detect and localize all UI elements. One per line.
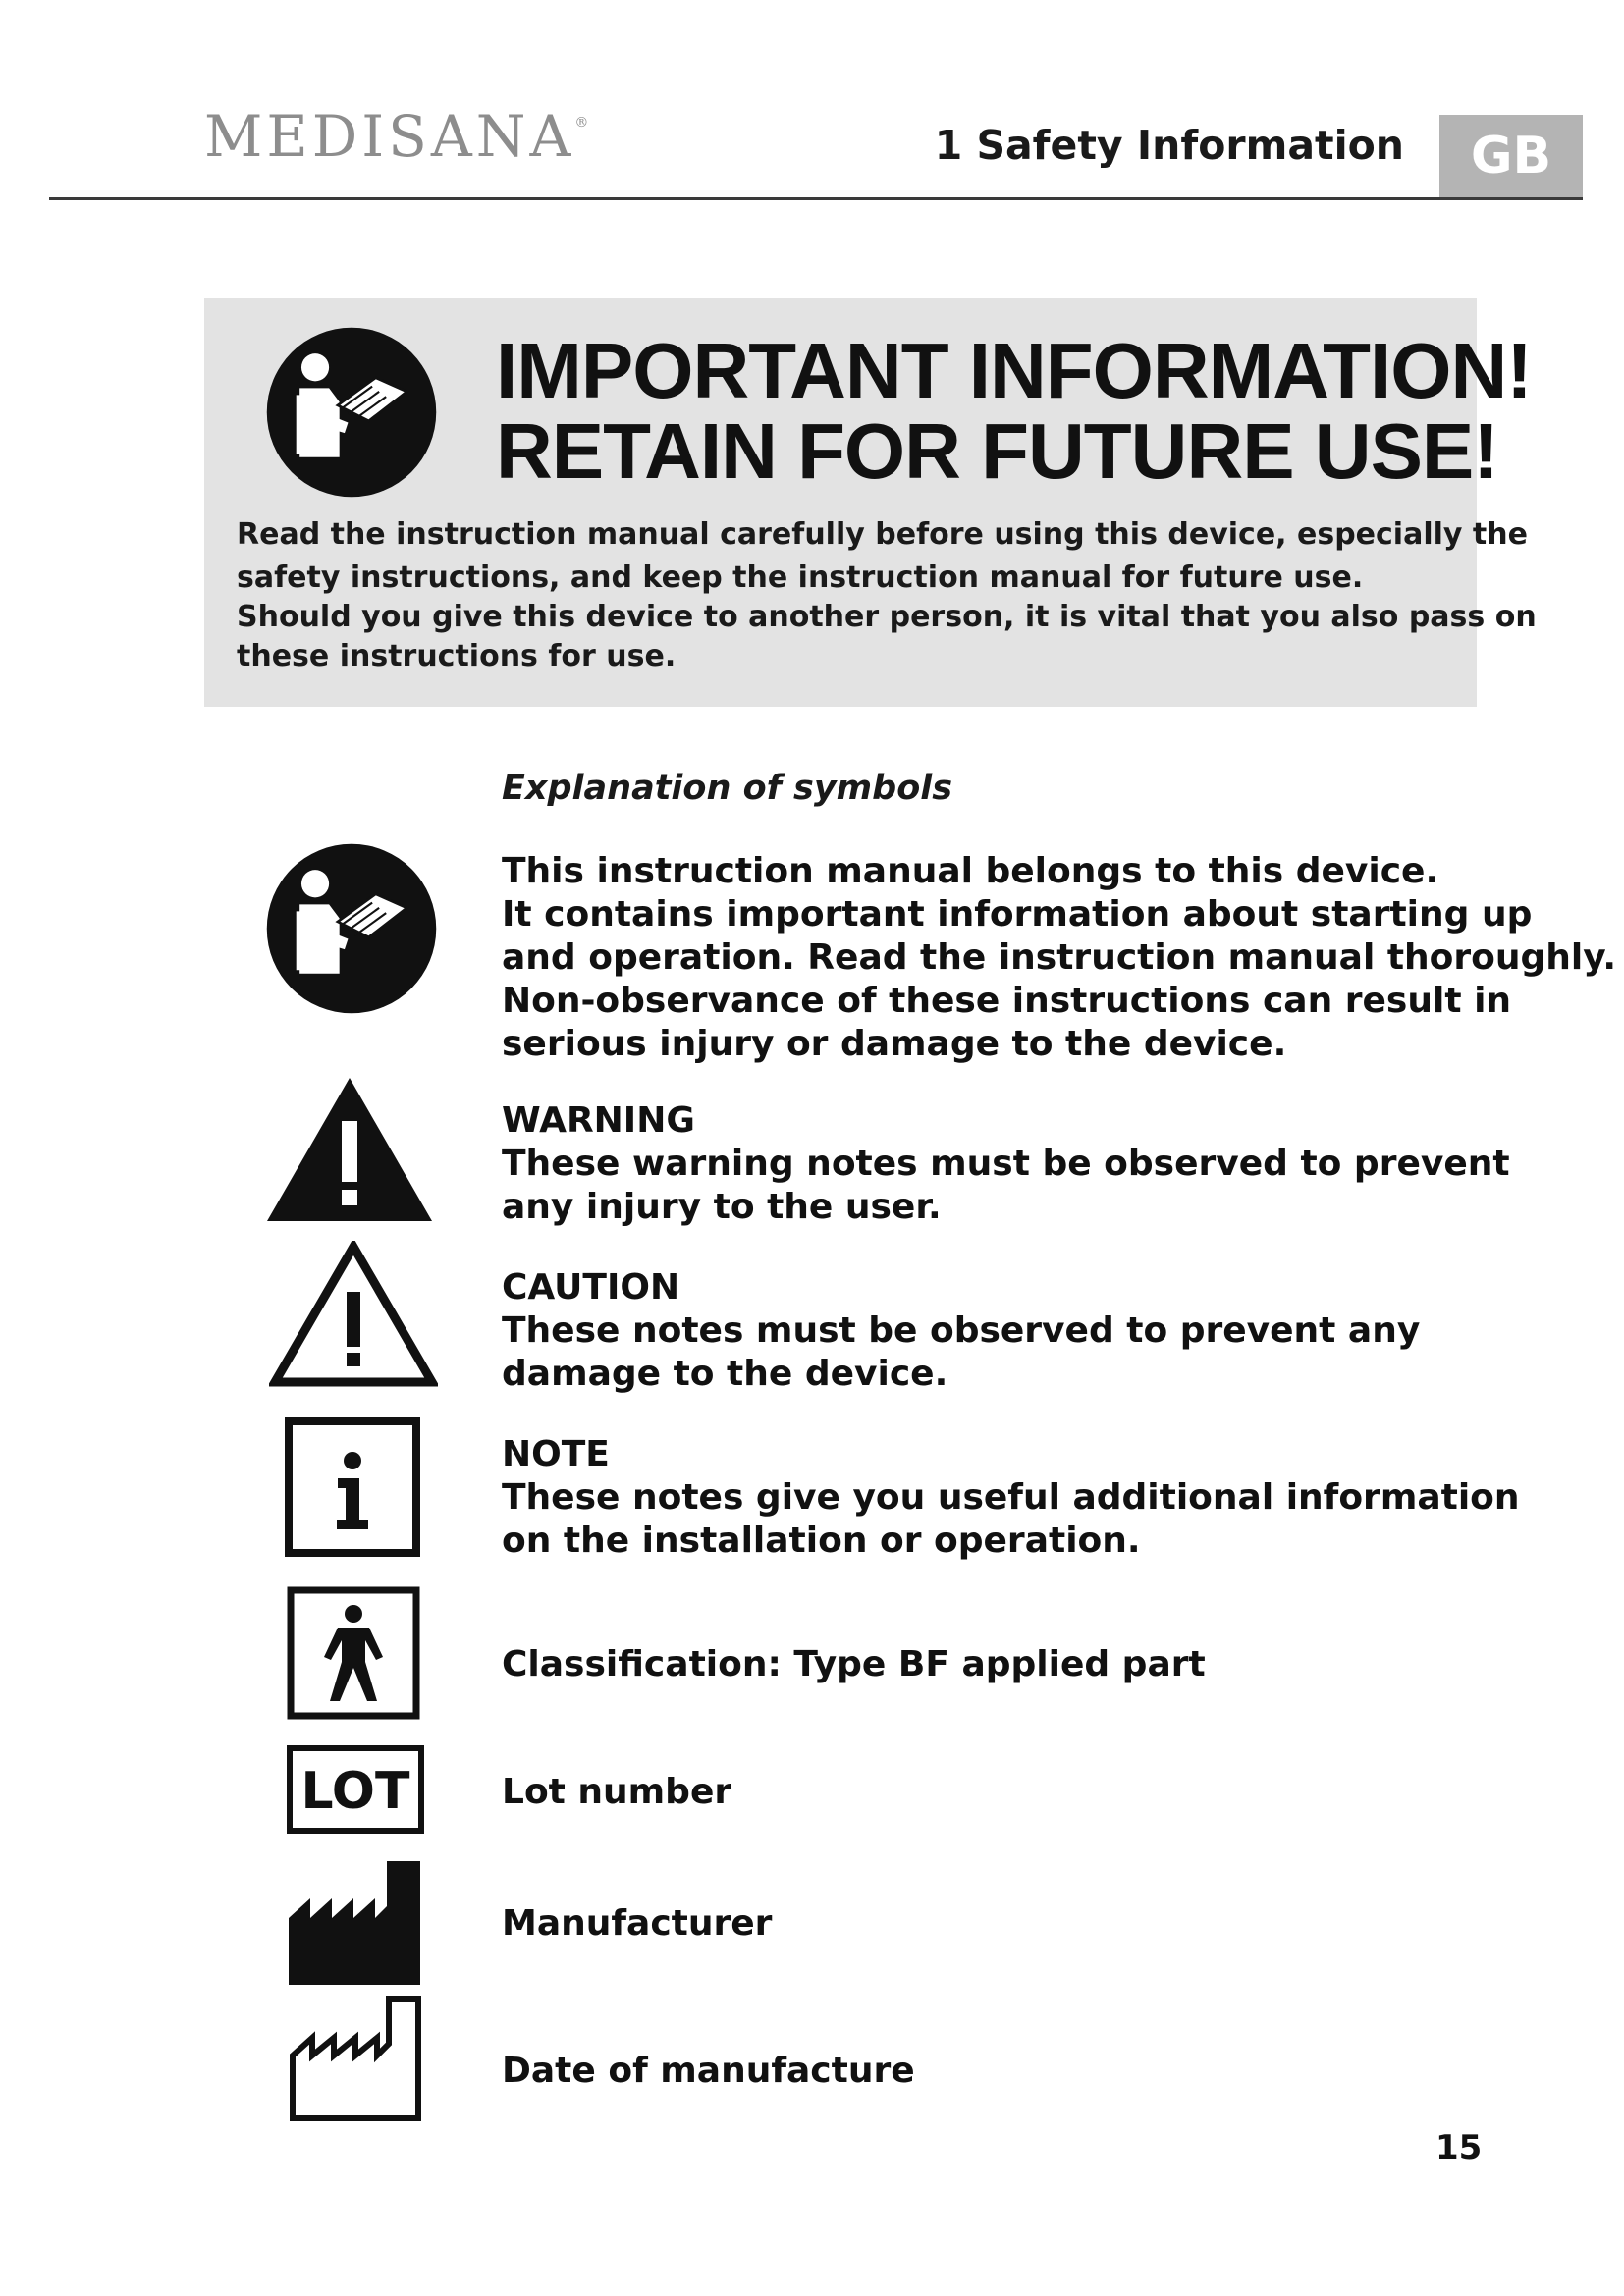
text-line: Classification: Type BF applied part <box>502 1644 1206 1684</box>
read-manual-icon <box>265 326 438 503</box>
text-line: Manufacturer <box>502 1903 773 1944</box>
warning-icon <box>265 1076 434 1227</box>
caution-icon <box>269 1241 438 1392</box>
symbol-description-caution <box>502 1266 1484 1396</box>
info-text-line: Read the instruction manual carefully before using this device, especially the <box>237 517 1528 552</box>
text-line: damage to the device. <box>502 1354 948 1394</box>
text-line: Lot number <box>502 1772 732 1812</box>
text-line: These notes must be observed to prevent any <box>502 1310 1421 1351</box>
symbol-description-note <box>502 1433 1520 1563</box>
lot-icon <box>287 1745 424 1838</box>
lot-icon-text: LOT <box>300 1762 410 1821</box>
section-title: 1 Safety Information <box>934 122 1404 169</box>
symbol-description-manual <box>502 850 1617 1066</box>
headline-retain-for-future-use: RETAIN FOR FUTURE USE! <box>496 407 1498 495</box>
note-info-icon <box>285 1417 420 1561</box>
type-bf-applied-part-icon <box>287 1586 420 1724</box>
manufacturer-icon <box>289 1861 422 1989</box>
text-line: NOTE <box>502 1434 610 1474</box>
text-line: any injury to the user. <box>502 1187 942 1227</box>
header-divider <box>49 197 1583 200</box>
symbols-heading: Explanation of symbols <box>502 769 953 808</box>
registered-mark: ® <box>574 115 589 131</box>
brand-logo <box>204 103 589 170</box>
headline-important-information: IMPORTANT INFORMATION! <box>496 327 1532 414</box>
language-tab: GB <box>1439 115 1583 197</box>
text-line: on the installation or operation. <box>502 1521 1141 1561</box>
text-line: and operation. Read the instruction manual thoroughly. <box>502 937 1617 978</box>
text-line: These notes give you useful additional information <box>502 1477 1520 1518</box>
text-line: Date of manufacture <box>502 2051 915 2091</box>
symbol-description-lot <box>502 1771 1484 1814</box>
text-line: WARNING <box>502 1100 695 1141</box>
date-of-manufacture-icon <box>289 1995 422 2126</box>
text-line: Non-observance of these instructions can result in <box>502 981 1512 1021</box>
symbol-description-manufacturer <box>502 1902 1484 1946</box>
symbol-description-date-of-manufacture <box>502 2050 1484 2093</box>
text-line: These warning notes must be observed to prevent <box>502 1144 1510 1184</box>
info-text-line: Should you give this device to another person, it is vital that you also pass on <box>237 600 1537 634</box>
text-line: It contains important information about starting up <box>502 894 1533 934</box>
text-line: serious injury or damage to the device. <box>502 1024 1287 1064</box>
info-text-line: these instructions for use. <box>237 639 677 673</box>
info-text-line: safety instructions, and keep the instruction manual for future use. <box>237 561 1364 595</box>
symbol-description-warning <box>502 1099 1510 1229</box>
brand-name: MEDISANA <box>204 103 575 170</box>
page-number: 15 <box>1435 2128 1483 2167</box>
symbol-description-type-bf <box>502 1643 1484 1686</box>
text-line: CAUTION <box>502 1267 680 1308</box>
text-line: This instruction manual belongs to this device. <box>502 851 1439 891</box>
read-manual-icon <box>265 842 438 1019</box>
